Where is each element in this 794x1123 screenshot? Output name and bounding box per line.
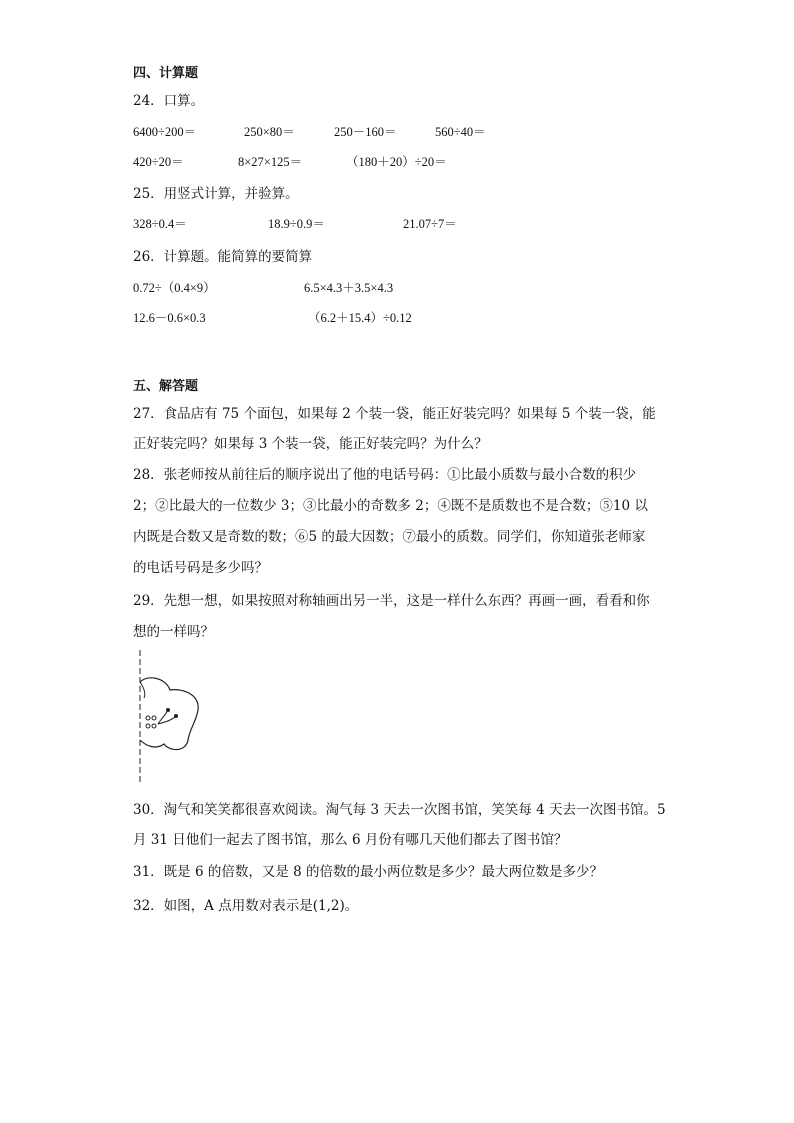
- question-28-line-2: 2；②比最大的一位数少 3；③比最小的奇数多 2；④既不是质数也不是合数；⑤10 以: [133, 498, 648, 514]
- expression: 8×27×125＝: [238, 155, 303, 169]
- question-26-row-1: [0, 278, 794, 296]
- question-25-row: [0, 214, 794, 232]
- question-31: 31．既是 6 的倍数，又是 8 的倍数的最小两位数是多少？最大两位数是多少？: [133, 864, 604, 880]
- question-29-line-2: 想的一样吗？: [133, 624, 214, 640]
- expression: 6.5×4.3＋3.5×4.3: [304, 281, 394, 295]
- small-circle: [146, 724, 150, 728]
- small-circle: [146, 716, 150, 720]
- shape-outline: [140, 678, 198, 750]
- question-26-row-2: [0, 308, 794, 326]
- expression: （6.2＋15.4）÷0.12: [308, 311, 412, 325]
- question-26-title: 26．计算题。能简算的要简算: [133, 249, 313, 265]
- expression: 18.9÷0.9＝: [268, 217, 325, 231]
- expression: 6400÷200＝: [133, 125, 197, 139]
- expression: 420÷20＝: [133, 155, 184, 169]
- expression: 12.6－0.6×0.3: [133, 311, 206, 325]
- question-32: 32．如图，A 点用数对表示是(1,2)。: [133, 898, 359, 914]
- question-28-line-1: 28．张老师按从前往后的顺序说出了他的电话号码：①比最小质数与最小合数的积少: [133, 467, 637, 483]
- section-heading-word-problems: 五、解答题: [133, 379, 199, 394]
- expression: （180＋20）÷20＝: [346, 155, 447, 169]
- expression: 21.07÷7＝: [403, 217, 457, 231]
- question-28-line-3: 内既是合数又是奇数的数；⑥5 的最大因数；⑦最小的质数。同学们，你知道张老师家: [133, 529, 646, 545]
- small-circle: [152, 716, 156, 720]
- question-30-line-2: 月 31 日他们一起去了图书馆，那么 6 月份有哪几天他们都去了图书馆？: [133, 832, 568, 848]
- expression: 328÷0.4＝: [133, 217, 187, 231]
- expression: 0.72÷（0.4×9）: [133, 281, 216, 295]
- shape-inner-curve: [140, 682, 145, 698]
- expression: 250×80＝: [244, 125, 295, 139]
- expression: 250－160＝: [334, 125, 397, 139]
- expression: 560÷40＝: [435, 125, 486, 139]
- question-27-line-1: 27．食品店有 75 个面包，如果每 2 个装一袋，能正好装完吗？如果每 5 个装一袋，能: [133, 406, 656, 422]
- question-25-title: 25．用竖式计算，并验算。: [133, 186, 299, 202]
- question-27-line-2: 正好装完吗？如果每 3 个装一袋，能正好装完吗？为什么？: [133, 436, 488, 452]
- question-24-title: 24．口算。: [133, 93, 205, 109]
- small-circle: [152, 724, 156, 728]
- section-heading-calculation: 四、计算题: [133, 66, 199, 81]
- question-30-line-1: 30．淘气和笑笑都很喜欢阅读。淘气每 3 天去一次图书馆，笑笑每 4 天去一次图书馆。5: [133, 802, 666, 818]
- question-28-line-4: 的电话号码是多少吗？: [133, 560, 268, 576]
- question-29-line-1: 29．先想一想，如果按照对称轴画出另一半，这是一样什么东西？再画一画，看看和你: [133, 593, 650, 609]
- question-24-row-2: [0, 152, 794, 170]
- half-figure-drawing: [130, 648, 210, 784]
- question-24-row-1: [0, 122, 794, 140]
